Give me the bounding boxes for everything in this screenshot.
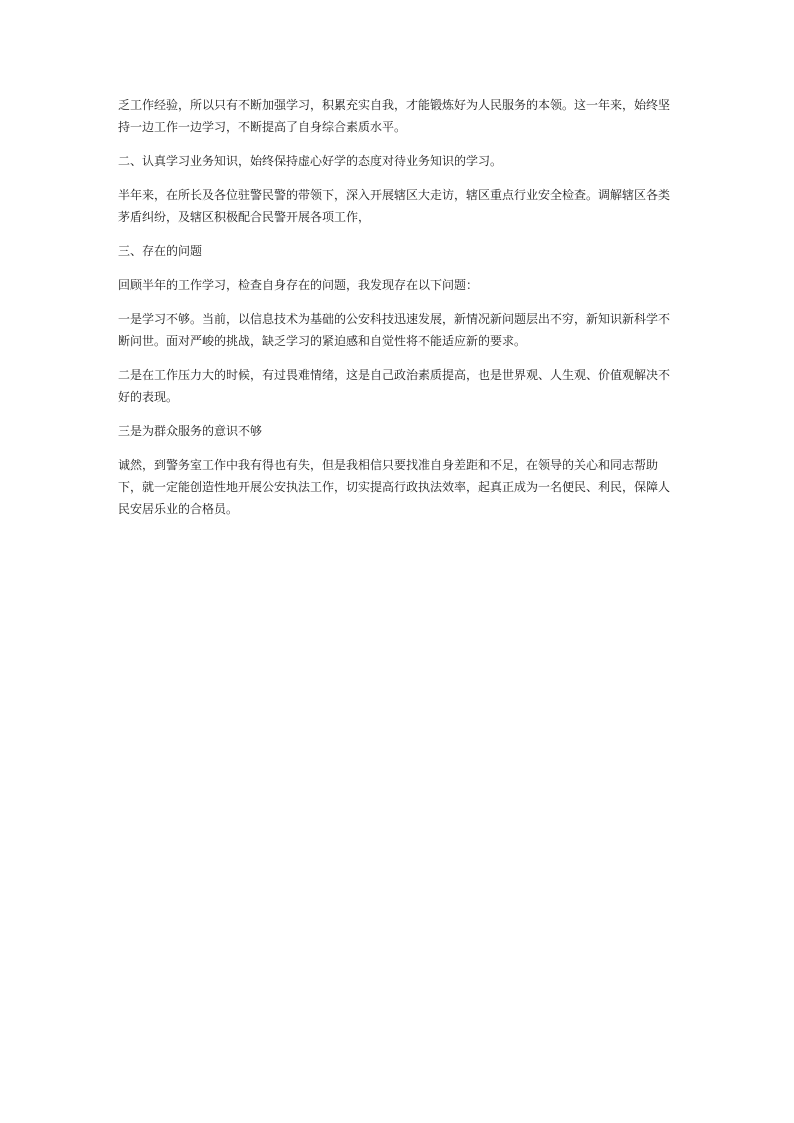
- problem-item-1: 一是学习不够。当前，以信息技术为基础的公安科技迅速发展，新情况新问题层出不穷，新知识新科学不断问世。面对严峻的挑战，缺乏学习的紧迫感和自觉性将不能适应新的要求。: [118, 312, 671, 348]
- section-heading-3: 三、存在的问题: [118, 244, 203, 258]
- problem-item-2: 二是在工作压力大的时候，有过畏难情绪，这是自己政治素质提高，也是世界观、人生观、价值观解决不好的表现。: [118, 368, 671, 404]
- closing-paragraph: 诚然，到警务室工作中我有得也有失，但是我相信只要找准自身差距和不足，在领导的关心和同志帮助下，就一定能创造性地开展公安执法工作，切实提高行政执法效率，起真正成为一名便民、利民，保障人民安居乐业的合格员。: [118, 458, 671, 516]
- section-heading-2: 二、认真学习业务知识，始终保持虚心好学的态度对待业务知识的学习。: [118, 154, 503, 168]
- paragraph-2: 半年来，在所长及各位驻警民警的带领下，深入开展辖区大走访，辖区重点行业安全检查。调解辖区各类茅盾纠纷，及辖区积极配合民警开展各项工作，: [118, 188, 671, 224]
- problem-item-3: 三是为群众服务的意识不够: [118, 424, 263, 438]
- paragraph-1: 乏工作经验，所以只有不断加强学习，积累充实自我，才能锻炼好为人民服务的本领。这一年来，始终坚持一边工作一边学习，不断提高了自身综合素质水平。: [118, 98, 671, 134]
- paragraph-3: 回顾半年的工作学习，检查自身存在的问题，我发现存在以下问题：: [118, 278, 479, 292]
